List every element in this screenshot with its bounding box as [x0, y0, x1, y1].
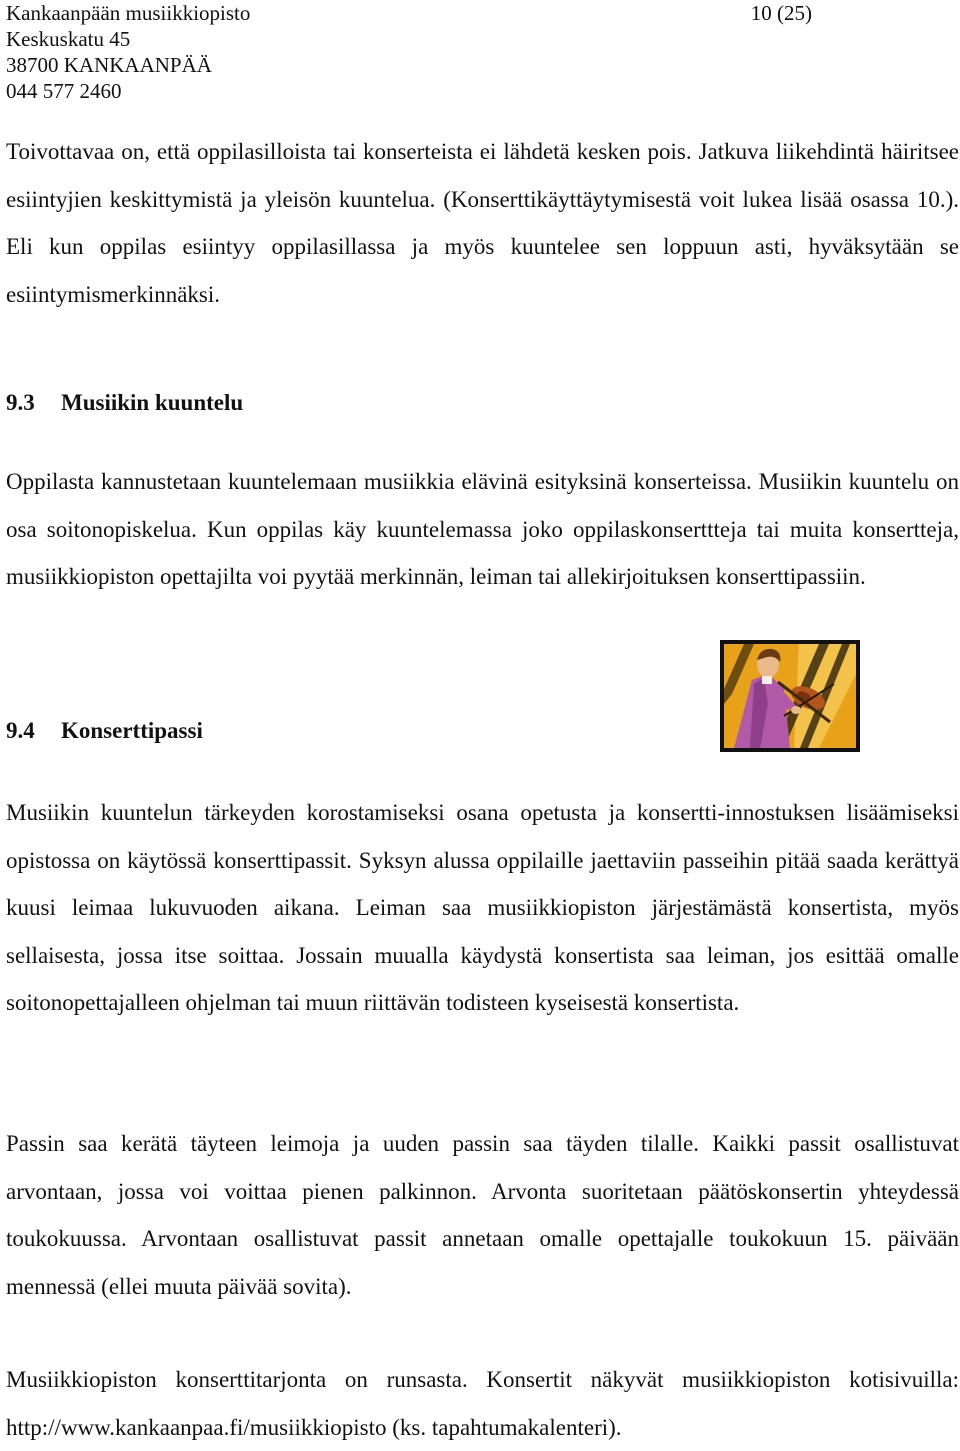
- section-title: Konserttipassi: [61, 718, 203, 743]
- section-number: 9.4: [6, 718, 35, 743]
- header-city: 38700 KANKAANPÄÄ: [6, 53, 212, 77]
- section-9-4-paragraph-2: Passin saa kerätä täyteen leimoja ja uuden passin saa täyden tilalle. Kaikki passit osallistuvat arvontaan, jossa voi voittaa pienen palkinnon. Arvonta suoritetaan päätöskonsertin yhteydessä toukokuussa. Arvontaan osallistuvat passit annetaan omalle opettajalle toukokuun 15. päivään mennessä (ellei muuta päivää sovita).: [6, 1131, 959, 1299]
- section-number: 9.3: [6, 390, 35, 415]
- section-heading-9-4: [6, 718, 203, 744]
- header-street: Keskuskatu 45: [6, 27, 131, 51]
- page-header: [6, 0, 826, 104]
- section-heading-9-3: [6, 390, 243, 416]
- header-phone: 044 577 2460: [6, 79, 122, 103]
- section-9-4-paragraph-1: Musiikin kuuntelun tärkeyden korostamiseksi osana opetusta ja konsertti-innostuksen lisäämiseksi opistossa on käytössä konserttipassit. Syksyn alussa oppilaille jaettaviin passeihin pitää saada kerättyä kuusi leimaa lukuvuoden aikana. Leiman saa musiikkiopiston järjestämästä konsertista, myös sellaisesta, jossa itse soittaa. Jossain muualla käydystä konsertista saa leiman, jos esittää omalle soitonopettajalleen ohjelman tai muun riittävän todisteen kyseisestä konsertista.: [6, 800, 959, 1015]
- violinist-clipart-icon: [720, 640, 860, 752]
- section-9-4-paragraph-3: Musiikkiopiston konserttitarjonta on runsasta. Konsertit näkyvät musiikkiopiston kotisivuilla: http://www.kankaanpaa.fi/musiikkiopisto (ks. tapahtumakalenteri).: [6, 1367, 959, 1440]
- section-9-3-paragraph: Oppilasta kannustetaan kuuntelemaan musiikkia elävinä esityksinä konserteissa. Musiikin kuuntelu on osa soitonopiskelua. Kun oppilas käy kuuntelemassa joko oppilaskonserttteja tai muita konsertteja, musiikkiopiston opettajilta voi pyytää merkinnän, leiman tai allekirjoituksen konserttipassiin.: [6, 469, 959, 589]
- header-org: Kankaanpään musiikkiopisto: [6, 1, 251, 25]
- intro-paragraph: Toivottavaa on, että oppilasilloista tai konserteista ei lähdetä kesken pois. Jatkuva liikehdintä häiritsee esiintyjien keskittymistä ja yleisön kuuntelua. (Konserttikäyttäytymisestä voit lukea lisää osassa 10.). Eli kun oppilas esiintyy oppilasillassa ja myös kuuntelee sen loppuun asti, hyväksytään se esiintymismerkinnäksi.: [6, 139, 959, 307]
- page-number: 10 (25): [750, 1, 812, 25]
- section-title: Musiikin kuuntelu: [61, 390, 244, 415]
